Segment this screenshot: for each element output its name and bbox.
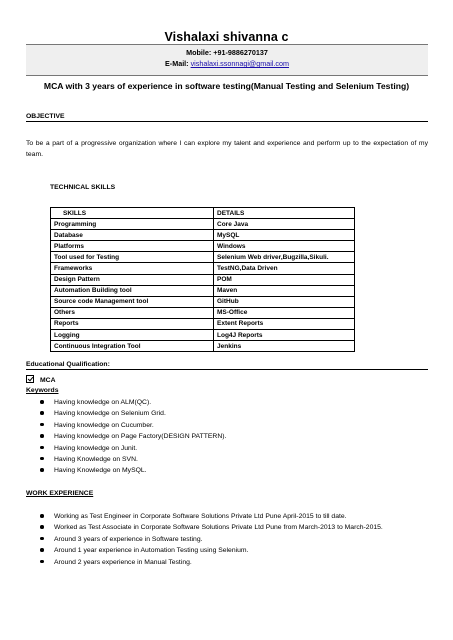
bullet-icon [40,400,44,404]
skill-cell: Reports [51,318,214,329]
skill-cell: Logging [51,330,214,341]
table-row [51,274,355,285]
detail-cell: MySQL [214,230,355,241]
list-item-text: Working as Test Engineer in Corporate Software Solutions Private Ltd Pune April-2015 to till date. [54,513,347,520]
list-item [38,545,428,556]
email-line [26,59,428,68]
degree-label: MCA [40,377,56,384]
list-item [38,431,428,442]
skill-cell: Design Pattern [51,274,214,285]
table-header-details: DETAILS [214,208,355,219]
keywords-heading: Keywords [26,387,59,394]
detail-cell: POM [214,274,355,285]
skill-cell: Others [51,307,214,318]
email-link[interactable]: vishalaxi.ssonnagi@gmail.com [190,59,289,68]
email-label: E-Mail: [165,59,191,68]
list-item [38,465,428,476]
list-item-text: Having knowledge on ALM(QC). [54,399,152,406]
table-row [51,230,355,241]
bullet-icon [40,457,44,461]
list-item [38,534,428,545]
checkbox-icon [26,375,34,383]
table-row [51,241,355,252]
list-item [38,443,428,454]
detail-cell: Core Java [214,219,355,230]
table-header-row [51,208,355,219]
table-row [51,285,355,296]
technical-skills-table [50,207,355,352]
detail-cell: Jenkins [214,341,355,352]
skill-cell: Platforms [51,241,214,252]
table-row [51,330,355,341]
skill-cell: Database [51,230,214,241]
detail-cell: Selenium Web driver,Bugzilla,Sikuli. [214,252,355,263]
table-row [51,252,355,263]
list-item-text: Around 3 years of experience in Software testing. [54,535,203,543]
table-body [51,219,355,352]
profile-headline: MCA with 3 years of experience in software testing(Manual Testing and Selenium Testing) [43,81,410,91]
detail-cell: MS-Office [214,307,355,318]
contact-box [26,44,428,76]
list-item [38,557,428,568]
table-row [51,318,355,329]
detail-cell: Maven [214,285,355,296]
table-row [51,307,355,318]
table-row [51,263,355,274]
bullet-icon [40,525,44,529]
list-item-text: Around 2 years experience in Manual Testing. [54,558,192,566]
list-item-text: Having knowledge on Junit. [54,444,138,452]
bullet-icon [40,411,44,415]
detail-cell: TestNG,Data Driven [214,263,355,274]
table-row [51,341,355,352]
technical-skills-heading: TECHNICAL SKILLS [50,184,116,191]
bullet-icon [40,548,44,552]
list-item-text: Having knowledge on Selenium Grid. [54,410,166,418]
bullet-icon [40,446,44,450]
work-experience-list [38,511,428,568]
skill-cell: Tool used for Testing [51,252,214,263]
detail-cell: Extent Reports [214,318,355,329]
bullet-icon [40,423,44,427]
education-degree [26,375,55,384]
objective-text: To be a part of a progressive organization where I can explore my talent and experience and perform up to the expectation of my team. [26,140,428,158]
list-item-text: Having knowledge on Cucumber. [54,421,154,429]
bullet-icon [40,434,44,438]
list-item [38,420,428,431]
table-row [51,296,355,307]
candidate-name: Vishalaxi shivanna c [164,30,289,44]
list-item-text: Having Knowledge on MySQL. [54,467,147,475]
table-row [51,219,355,230]
list-item-text: Around 1 year experience in Automation Testing using Selenium. [54,547,249,555]
bullet-icon [40,514,44,518]
list-item-text: Having knowledge on Page Factory(DESIGN PATTERN). [54,433,227,441]
list-item [38,454,428,465]
education-heading: Educational Qualification: [26,361,428,370]
bullet-icon [40,468,44,472]
detail-cell: Log4J Reports [214,330,355,341]
skill-cell: Continuous Integration Tool [51,341,214,352]
detail-cell: Windows [214,241,355,252]
skill-cell: Source code Management tool [51,296,214,307]
objective-heading: OBJECTIVE [26,113,428,122]
bullet-icon [40,537,44,541]
bullet-icon [40,560,44,564]
mobile-number: Mobile: +91-9886270137 [186,48,268,57]
list-item [38,408,428,419]
keywords-list [38,397,428,477]
table-header-skills: SKILLS [51,208,214,219]
list-item [38,511,428,522]
list-item [38,397,428,408]
skill-cell: Frameworks [51,263,214,274]
list-item [38,522,428,533]
detail-cell: GitHub [214,296,355,307]
work-experience-heading: WORK EXPERIENCE [26,490,94,497]
list-item-text: Having Knowledge on SVN. [54,455,138,463]
skill-cell: Programming [51,219,214,230]
list-item-text: Worked as Test Associate in Corporate Software Solutions Private Ltd Pune from March-2013 to March-2015. [54,524,383,532]
skill-cell: Automation Building tool [51,285,214,296]
